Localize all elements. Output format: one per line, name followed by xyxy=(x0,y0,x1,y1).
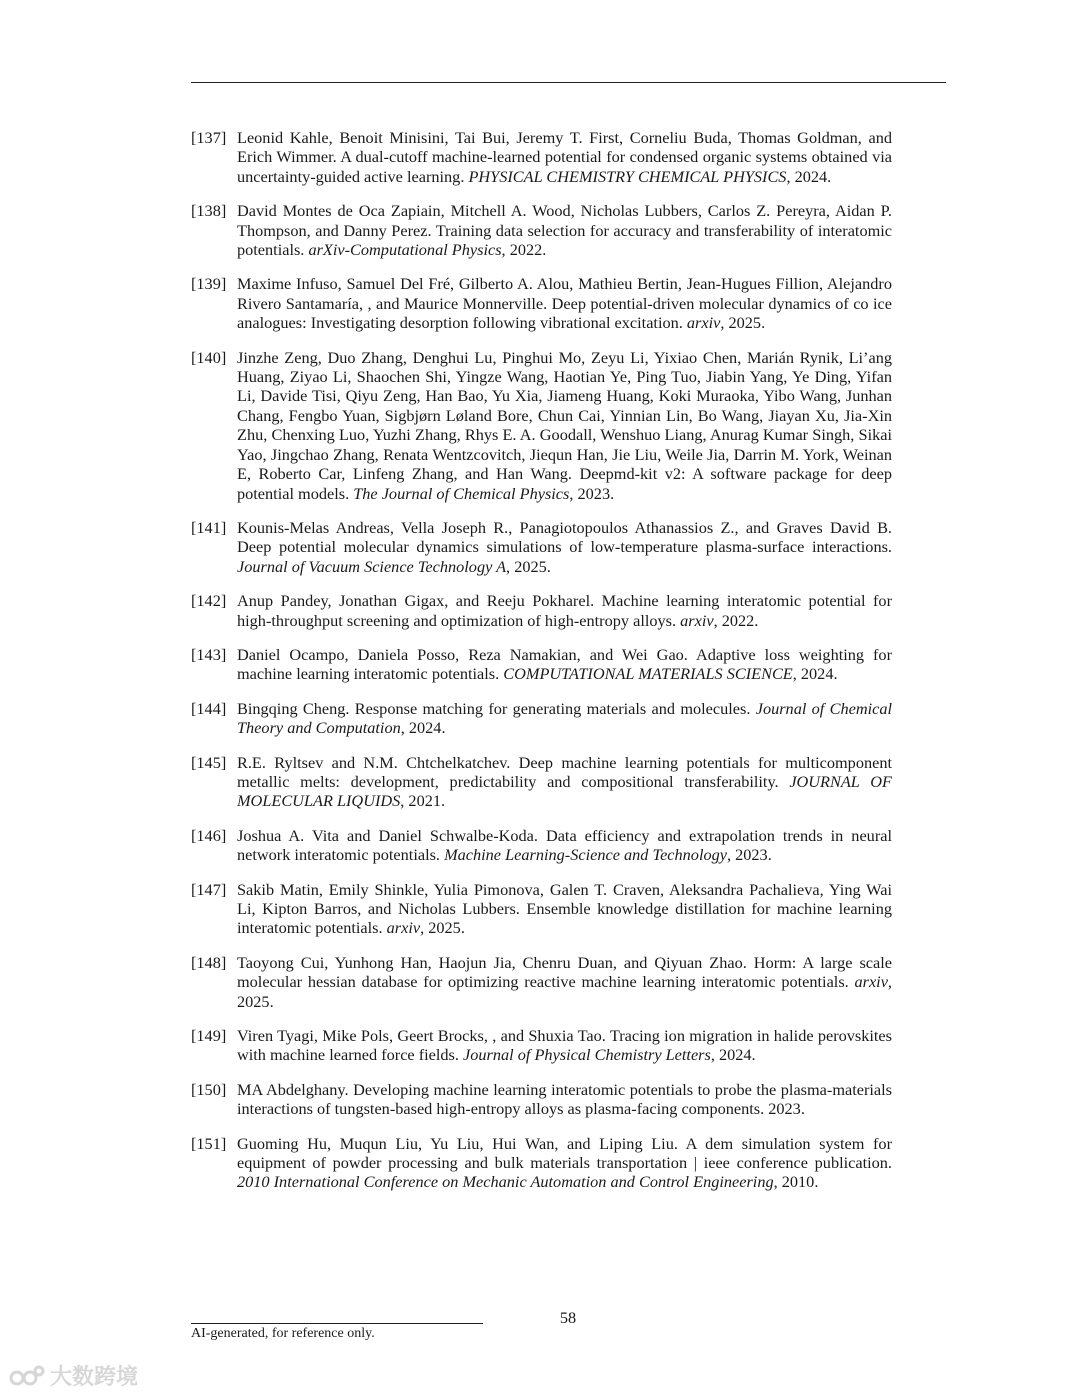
reference-venue: PHYSICAL CHEMISTRY CHEMICAL PHYSICS xyxy=(468,166,787,186)
header-rule xyxy=(191,82,946,83)
reference-list xyxy=(191,128,892,1207)
reference-item xyxy=(191,953,892,1011)
reference-number: [137] xyxy=(191,128,227,147)
reference-text: MA Abdelghany. Developing machine learning interatomic potentials to probe the plasma-materials interactions of tungsten-based high-entropy alloys as plasma-facing components. 2023. xyxy=(237,1079,892,1119)
reference-number: [141] xyxy=(191,517,227,537)
reference-number: [148] xyxy=(191,952,227,972)
reference-venue: Journal of Chemical Theory and Computation xyxy=(237,698,893,738)
reference-text: Taoyong Cui, Yunhong Han, Haojun Jia, Chenru Duan, and Qiyuan Zhao. Horm: A large scale molecular hessian database for optimizing reactive machine learning interatomic potentials. arxiv, 2025. xyxy=(237,952,892,1011)
reference-text: David Montes de Oca Zapiain, Mitchell A. Wood, Nicholas Lubbers, Carlos Z. Pereyra, Aidan P. Thompson, and Danny Perez. Training data selection for accuracy and transferability of interatomic potentials. arXiv-Computational Physics, 2022. xyxy=(237,201,892,260)
reference-item xyxy=(191,1080,892,1119)
reference-text: Joshua A. Vita and Daniel Schwalbe-Koda. Data efficiency and extrapolation trends in neural network interatomic potentials. Machine Learning-Science and Technology, 2023. xyxy=(237,825,892,865)
reference-item xyxy=(191,591,892,630)
reference-venue: The Journal of Chemical Physics xyxy=(353,483,570,503)
reference-item xyxy=(191,699,892,738)
reference-number: [140] xyxy=(191,347,227,367)
reference-venue: JOURNAL OF MOLECULAR LIQUIDS xyxy=(237,771,892,811)
reference-text: Jinzhe Zeng, Duo Zhang, Denghui Lu, Pinghui Mo, Zeyu Li, Yixiao Chen, Marián Rynik, Li’ang Huang, Ziyao Li, Shaochen Shi, Yingze Wang, Haotian Ye, Ping Tuo, Jiabin Yang, Ye Ding, Yifan Li, Davide Tisi, Qiyu Zeng, Han Bao, Yu Xia, Jiameng Huang, Koki Muraoka, Yibo Wang, Junhan Chang, Fengbo Yuan, Sigbjørn Løland Bore, Chun Cai, Yinnian Lin, Bo Wang, Jiayan Xu, Jia-Xin Zhu, Chenxing Luo, Yuzhi Zhang, Rhys E. A. Goodall, Wenshuo Liang, Anurag Kumar Singh, Sikai Yao, Jingchao Zhang, Renata Wentzcovitch, Jiequn Han, Jie Liu, Weile Jia, Darrin M. York, Weinan E, Roberto Car, Linfeng Zhang, and Han Wang. Deepmd-kit v2: A software package for deep potential models. The Journal of Chemical Physics, 2023. xyxy=(237,347,892,503)
reference-venue: Machine Learning-Science and Technology xyxy=(444,845,727,865)
reference-item xyxy=(191,880,892,938)
reference-item xyxy=(191,826,892,865)
reference-number: [145] xyxy=(191,752,227,772)
reference-item xyxy=(191,645,892,684)
reference-venue: Journal of Physical Chemistry Letters xyxy=(463,1045,711,1065)
reference-item xyxy=(191,753,892,811)
reference-text: Viren Tyagi, Mike Pols, Geert Brocks, , and Shuxia Tao. Tracing ion migration in halide perovskites with machine learned force fields. Journal of Physical Chemistry Letters, 2024. xyxy=(237,1026,892,1065)
reference-item xyxy=(191,201,892,259)
reference-number: [146] xyxy=(191,825,227,845)
reference-number: [144] xyxy=(191,698,227,718)
watermark-logo-icon xyxy=(8,1363,46,1389)
reference-item xyxy=(191,274,892,332)
reference-number: [138] xyxy=(191,201,227,221)
reference-number: [139] xyxy=(191,274,227,294)
reference-item xyxy=(191,518,892,576)
watermark xyxy=(8,1360,138,1391)
reference-item xyxy=(191,348,892,503)
reference-item xyxy=(191,128,892,186)
reference-venue: arxiv xyxy=(680,610,714,630)
watermark-text: 大数跨境 xyxy=(50,1365,139,1390)
reference-number: [150] xyxy=(191,1079,227,1099)
reference-venue: arXiv-Computational Physics xyxy=(308,240,502,260)
page-number: 58 xyxy=(559,1308,577,1327)
reference-text: Daniel Ocampo, Daniela Posso, Reza Namakian, and Wei Gao. Adaptive loss weighting for machine learning interatomic potentials. COMPUTATIONAL MATERIALS SCIENCE, 2024. xyxy=(237,644,892,684)
reference-text: Kounis-Melas Andreas, Vella Joseph R., Panagiotopoulos Athanassios Z., and Graves David B. Deep potential molecular dynamics simulations of low-temperature plasma-surface interactions. Journal of Vacuum Science Technology A, 2025. xyxy=(237,517,892,576)
reference-text: Guoming Hu, Muqun Liu, Yu Liu, Hui Wan, and Liping Liu. A dem simulation system for equipment of powder processing and bulk materials transportation | ieee conference publication. 2010 International Conference on Mechanic Automation and Control Engineering, 2010. xyxy=(237,1133,892,1192)
reference-venue: arxiv xyxy=(686,313,721,333)
reference-text: Leonid Kahle, Benoit Minisini, Tai Bui, Jeremy T. First, Corneliu Buda, Thomas Goldman, and Erich Wimmer. A dual-cutoff machine-learned potential for condensed organic systems obtained via uncertainty-guided active learning. PHYSICAL CHEMISTRY CHEMICAL PHYSICS, 2024. xyxy=(237,128,892,186)
reference-text: Bingqing Cheng. Response matching for generating materials and molecules. Journal of Chemical Theory and Computation, 2024. xyxy=(237,698,893,738)
reference-text: Maxime Infuso, Samuel Del Fré, Gilberto A. Alou, Mathieu Bertin, Jean-Hugues Fillion, Alejandro Rivero Santamaría, , and Maurice Monnerville. Deep potential-driven molecular dynamics of co ice analogues: Investigating desorption following vibrational excitation. arxiv, 2025. xyxy=(237,274,892,333)
reference-item xyxy=(191,1026,892,1065)
reference-number: [147] xyxy=(191,879,227,899)
reference-text: R.E. Ryltsev and N.M. Chtchelkatchev. Deep machine learning potentials for multicomponent metallic melts: development, predictability and compositional transferability. JOURNAL OF MOLECULAR LIQUIDS, 2021. xyxy=(237,752,892,811)
reference-number: [143] xyxy=(191,644,227,664)
reference-venue: 2010 International Conference on Mechanic Automation and Control Engineering xyxy=(237,1172,774,1192)
reference-venue: Journal of Vacuum Science Technology A xyxy=(237,556,507,576)
reference-text: Anup Pandey, Jonathan Gigax, and Reeju Pokharel. Machine learning interatomic potential for high-throughput screening and optimization of high-entropy alloys. arxiv, 2022. xyxy=(237,591,892,630)
footnote-rule xyxy=(191,1323,483,1324)
reference-venue: arxiv xyxy=(854,972,888,992)
reference-venue: arxiv xyxy=(386,918,421,938)
reference-text: Sakib Matin, Emily Shinkle, Yulia Pimonova, Galen T. Craven, Aleksandra Pachalieva, Ying Wai Li, Kipton Barros, and Nicholas Lubbers. Ensemble knowledge distillation for machine learning interatomic potentials. arxiv, 2025. xyxy=(237,879,892,938)
reference-number: [151] xyxy=(191,1133,227,1153)
reference-item xyxy=(191,1134,892,1192)
reference-number: [149] xyxy=(191,1026,227,1046)
reference-number: [142] xyxy=(191,591,227,611)
footnote: AI-generated, for reference only. xyxy=(191,1326,375,1341)
reference-venue: COMPUTATIONAL MATERIALS SCIENCE xyxy=(503,664,793,684)
